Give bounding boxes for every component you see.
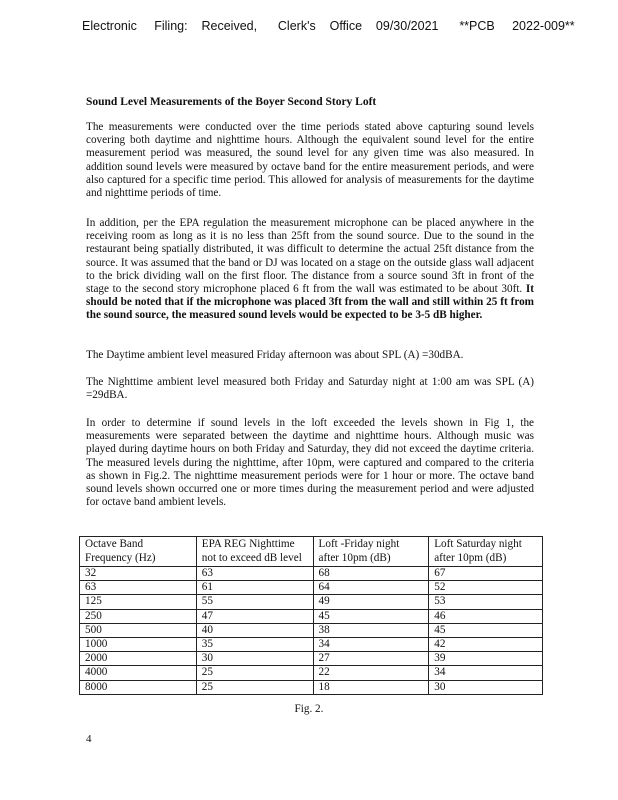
cell-epa: 61 — [196, 581, 313, 595]
paragraph-nighttime-ambient: The Nighttime ambient level measured both Friday and Saturday night at 1:00 am was SPL (A) =29dBA. — [86, 376, 534, 402]
paragraph-measurements: The measurements were conducted over the time periods stated above capturing sound levels covering both daytime and nighttime hours. Although the equivalent sound level for the entire measurement period was measured, the sound level for any given time was also measured. In addition sound levels were measured by octave band for the entire measurement periods, and were also captured for a specific time period. This allowed for analysis of measurements for the daytime and nighttime periods of time. — [86, 121, 534, 200]
cell-epa: 47 — [196, 609, 313, 623]
cell-saturday: 42 — [429, 638, 543, 652]
table-row — [80, 623, 543, 637]
cell-friday: 38 — [313, 623, 429, 637]
paragraph-analysis: In order to determine if sound levels in the loft exceeded the levels shown in Fig 1, the measurements were separated between the daytime and nighttime hours. Although music was played during daytime hours on both Friday and Saturday, they did not exceed the daytime criteria. The measured levels during the nighttime, after 10pm, were captured and compared to the criteria as shown in Fig.2. The nighttime measurement periods were for 1 hour or more. The octave band sound levels shown occurred one or more times during the measurement period and were adjusted for octave band ambient levels. — [86, 417, 534, 509]
cell-epa: 55 — [196, 595, 313, 609]
cell-frequency: 500 — [80, 623, 197, 637]
page-number: 4 — [86, 733, 92, 745]
cell-saturday: 67 — [429, 567, 543, 581]
cell-saturday: 34 — [429, 666, 543, 680]
cell-saturday: 30 — [429, 680, 543, 694]
cell-friday: 49 — [313, 595, 429, 609]
cell-frequency: 1000 — [80, 638, 197, 652]
cell-frequency: 4000 — [80, 666, 197, 680]
cell-friday: 27 — [313, 652, 429, 666]
paragraph-epa-note-bold: It should be noted that if the microphone was placed 3ft from the wall and still within 25 ft from the sound source, the measured sound levels would be expected to be 3-5 dB higher. — [86, 283, 535, 322]
cell-epa: 63 — [196, 567, 313, 581]
paragraph-daytime-ambient: The Daytime ambient level measured Friday afternoon was about SPL (A) =30dBA. — [86, 349, 464, 361]
cell-saturday: 52 — [429, 581, 543, 595]
header-octave-band: Octave Band Frequency (Hz) — [80, 537, 197, 567]
cell-friday: 45 — [313, 609, 429, 623]
cell-friday: 18 — [313, 680, 429, 694]
cell-friday: 64 — [313, 581, 429, 595]
cell-saturday: 39 — [429, 652, 543, 666]
section-heading: Sound Level Measurements of the Boyer Second Story Loft — [86, 96, 377, 108]
cell-frequency: 2000 — [80, 652, 197, 666]
table-row — [80, 595, 543, 609]
cell-frequency: 125 — [80, 595, 197, 609]
table-row — [80, 581, 543, 595]
cell-saturday: 53 — [429, 595, 543, 609]
cell-friday: 22 — [313, 666, 429, 680]
figure-caption: Fig. 2. — [294, 703, 324, 715]
header-epa-reg: EPA REG Nighttime not to exceed dB level — [196, 537, 313, 567]
cell-frequency: 250 — [80, 609, 197, 623]
cell-epa: 35 — [196, 638, 313, 652]
octave-band-table — [79, 536, 543, 695]
cell-epa: 30 — [196, 652, 313, 666]
cell-frequency: 8000 — [80, 680, 197, 694]
cell-saturday: 45 — [429, 623, 543, 637]
cell-frequency: 32 — [80, 567, 197, 581]
header-loft-saturday: Loft Saturday night after 10pm (dB) — [429, 537, 543, 567]
cell-epa: 25 — [196, 680, 313, 694]
cell-saturday: 46 — [429, 609, 543, 623]
paragraph-epa-text: In addition, per the EPA regulation the measurement microphone can be placed anywhere in the receiving room as long as it is no less than 25ft from the sound source. Due to the sound in the restaurant being spatially distributed, it was difficult to determine the actual 25ft distance from the source. It was assumed that the band or DJ was located on a stage on the outside glass wall adjacent to the brick dividing wall on the first floor. The distance from a source sound 3ft in front of the stage to the second story microphone placed 6 ft from the wall was estimated to be about 30ft. — [86, 217, 534, 296]
table-row — [80, 652, 543, 666]
cell-friday: 34 — [313, 638, 429, 652]
filing-stamp-header: Electronic Filing: Received, Clerk's Office 09/30/2021 **PCB 2022-009** — [82, 19, 575, 33]
header-loft-friday: Loft -Friday night after 10pm (dB) — [313, 537, 429, 567]
table-row — [80, 680, 543, 694]
table-row — [80, 567, 543, 581]
table-header-row — [80, 537, 543, 567]
table-row — [80, 609, 543, 623]
table-row — [80, 666, 543, 680]
paragraph-epa-regulation — [86, 217, 534, 323]
table-row — [80, 638, 543, 652]
cell-frequency: 63 — [80, 581, 197, 595]
cell-epa: 25 — [196, 666, 313, 680]
cell-epa: 40 — [196, 623, 313, 637]
cell-friday: 68 — [313, 567, 429, 581]
